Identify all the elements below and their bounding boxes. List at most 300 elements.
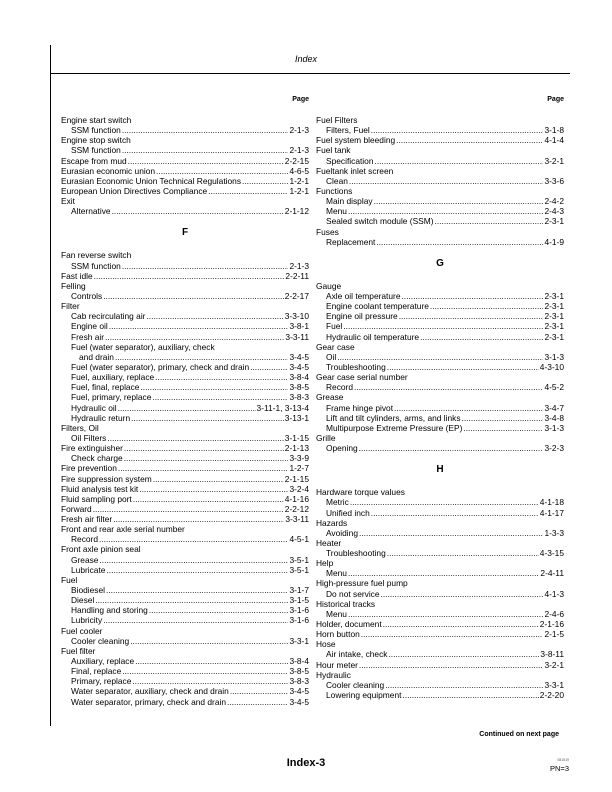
index-subentry: [316, 291, 564, 301]
entry-page-ref[interactable]: 3-8-5: [289, 666, 309, 677]
entry-page-ref[interactable]: 1-3-3: [544, 527, 564, 538]
entry-label: Specification: [326, 155, 374, 166]
entry-page-ref[interactable]: 3-1-15: [284, 432, 309, 443]
index-subentry: [61, 555, 309, 565]
index-subentry: [61, 291, 309, 301]
entry-page-ref[interactable]: 3-3-11: [285, 514, 309, 525]
entry-page-ref[interactable]: 3-8-11: [540, 649, 564, 660]
index-entry: [316, 599, 564, 609]
entry-page-ref[interactable]: 3-2-1: [544, 659, 564, 670]
entry-page-ref[interactable]: 4-1-9: [544, 236, 564, 247]
continued-note: Continued on next page: [479, 731, 559, 738]
index-entry: [61, 443, 309, 453]
entry-label: Fuel (water separator), auxiliary, check: [71, 341, 215, 352]
entry-page-ref[interactable]: 2-1-13: [284, 443, 309, 454]
entry-page-ref[interactable]: 3-1-3: [544, 351, 564, 362]
entry-label: Exit: [61, 196, 75, 207]
index-entry: [316, 392, 564, 402]
index-column-left: [61, 95, 309, 707]
entry-page-ref[interactable]: 3-4-8: [544, 412, 564, 423]
entry-page-ref[interactable]: 3-3-1: [289, 635, 309, 646]
index-entry: [61, 524, 309, 534]
dot-leader: [402, 690, 538, 700]
index-subentry: [316, 508, 564, 518]
index-entry: [61, 301, 309, 311]
entry-page-ref[interactable]: 4-1-3: [544, 588, 564, 599]
dot-leader: [124, 443, 284, 453]
dot-leader: [394, 403, 543, 413]
entry-label: Auxiliary, replace: [71, 656, 135, 667]
index-subentry: [61, 636, 309, 646]
dot-leader: [371, 508, 539, 518]
entry-label: Avoiding: [326, 527, 358, 538]
entry-page-ref[interactable]: 2-3-1: [544, 290, 564, 301]
entry-label: Grille: [316, 432, 336, 443]
dot-leader: [463, 423, 543, 433]
dot-leader: [122, 666, 288, 676]
index-subentry: [61, 321, 309, 331]
index-subentry: [61, 342, 309, 352]
entry-page-ref[interactable]: 2-4-2: [544, 196, 564, 207]
index-entry: [316, 660, 564, 670]
footer-date-code: 081519: [557, 758, 569, 762]
entry-label: Fuel Filters: [316, 115, 358, 125]
entry-label: Lubricity: [71, 615, 103, 626]
dot-leader: [155, 372, 288, 382]
index-entry: [61, 626, 309, 636]
dot-leader: [350, 497, 539, 507]
entry-label: Final, replace: [71, 666, 122, 677]
entry-label: Engine oil pressure: [326, 311, 398, 322]
entry-page-ref[interactable]: 2-1-3: [289, 260, 309, 271]
dot-leader: [93, 504, 284, 514]
dot-leader: [354, 382, 543, 392]
entry-page-ref[interactable]: 2-3-1: [544, 331, 564, 342]
index-subentry: [316, 125, 564, 135]
entry-page-ref[interactable]: 3-2-4: [289, 483, 309, 494]
entry-label: Unified inch: [326, 507, 370, 518]
entry-page-ref[interactable]: 2-4-11: [540, 568, 564, 579]
entry-label: Gauge: [316, 280, 342, 291]
index-subentry: [316, 690, 564, 700]
entry-label: Fuel: [61, 574, 78, 585]
dot-leader: [349, 176, 544, 186]
entry-page-ref[interactable]: 3-1-8: [544, 125, 564, 136]
entry-page-ref[interactable]: 2-2-11: [285, 270, 309, 281]
entry-label: Heater: [316, 537, 342, 548]
dot-leader: [420, 332, 543, 342]
entry-page-ref[interactable]: 3-1-6: [289, 605, 309, 616]
entry-label: Fresh air: [71, 331, 105, 342]
index-entry: [61, 166, 309, 176]
entry-label: Frame hinge pivot: [326, 402, 394, 413]
entry-page-ref[interactable]: 3-8-1: [289, 321, 309, 332]
index-subentry: [316, 568, 564, 578]
index-entry: [316, 166, 564, 176]
index-entry: [61, 186, 309, 196]
index-entry: [61, 544, 309, 554]
entry-page-ref[interactable]: 2-1-15: [284, 473, 309, 484]
entry-label: Troubleshooting: [326, 548, 386, 559]
index-entry: [61, 271, 309, 281]
index-subentry: [61, 362, 309, 372]
index-entry: [61, 135, 309, 145]
index-subentry: [316, 680, 564, 690]
entry-label: Multipurpose Extreme Pressure (EP): [326, 422, 463, 433]
dot-leader: [375, 156, 544, 166]
entry-label: Menu: [326, 206, 347, 217]
entry-page-ref[interactable]: 4-5-1: [289, 534, 309, 545]
entry-label: SSM function: [71, 145, 121, 156]
index-entry: [316, 372, 564, 382]
entry-page-ref[interactable]: 2-4-6: [544, 608, 564, 619]
entry-page-ref[interactable]: 3-1-5: [289, 595, 309, 606]
index-entry: [316, 670, 564, 680]
entry-page-ref[interactable]: 3-4-5: [289, 351, 309, 362]
entry-label: Fuel: [326, 321, 343, 332]
entry-label: Filters, Oil: [61, 422, 99, 433]
footer-page-label: Index-3: [286, 757, 326, 769]
dot-leader: [462, 413, 544, 423]
index-subentry: [316, 528, 564, 538]
index-entry: [61, 156, 309, 166]
entry-label: Engine coolant temperature: [326, 301, 429, 312]
index-subentry: [61, 534, 309, 544]
index-subentry: [61, 332, 309, 342]
dot-leader: [122, 125, 289, 135]
entry-page-ref[interactable]: 2-1-5: [544, 629, 564, 640]
entry-page-ref[interactable]: 4-1-17: [539, 507, 564, 518]
index-subentry: [61, 413, 309, 423]
index-subentry: [61, 372, 309, 382]
entry-label: Fuel filter: [61, 645, 96, 656]
entry-label: Fuses: [316, 226, 339, 237]
entry-page-ref[interactable]: 3-3-10: [284, 311, 309, 322]
index-subentry: [61, 605, 309, 615]
dot-leader: [430, 301, 544, 311]
entry-label: Water separator, auxiliary, check and drain: [71, 686, 229, 697]
dot-leader: [139, 484, 288, 494]
entry-label: Functions: [316, 185, 353, 196]
entry-page-ref[interactable]: 2-3-1: [544, 216, 564, 227]
entry-page-ref[interactable]: 2-3-1: [544, 321, 564, 332]
entry-label: Hydraulic oil temperature: [326, 331, 420, 342]
index-subentry: [61, 433, 309, 443]
entry-page-ref[interactable]: 3-8-3: [289, 676, 309, 687]
entry-page-ref[interactable]: 3-4-5: [289, 686, 309, 697]
index-subentry: [316, 352, 564, 362]
entry-label: Grease: [316, 392, 344, 403]
index-subentry: [316, 413, 564, 423]
entry-label: Hydraulic oil: [71, 402, 117, 413]
index-subentry: [316, 176, 564, 186]
index-entry: [316, 619, 564, 629]
dot-leader: [376, 237, 543, 247]
index-subentry: [316, 156, 564, 166]
entry-page-ref[interactable]: 2-1-16: [539, 619, 564, 630]
dot-leader: [381, 589, 544, 599]
entry-label: SSM function: [71, 260, 121, 271]
entry-label: Do not service: [326, 588, 380, 599]
entry-label: Fresh air filter: [61, 514, 113, 525]
entry-page-ref[interactable]: 3-3-1: [544, 679, 564, 690]
entry-label: Engine oil: [71, 321, 108, 332]
index-subentry: [61, 206, 309, 216]
entry-page-ref[interactable]: 1-2-1: [289, 185, 309, 196]
entry-page-ref[interactable]: 2-1-3: [289, 145, 309, 156]
column-header-page: Page: [547, 96, 564, 103]
index-entry: [61, 514, 309, 524]
entry-label: Fuel, auxiliary, replace: [71, 372, 155, 383]
index-subentry: [316, 206, 564, 216]
index-entry: [61, 504, 309, 514]
index-subentry: [61, 565, 309, 575]
dot-leader: [128, 156, 284, 166]
entry-label: Hose: [316, 639, 336, 650]
entry-page-ref[interactable]: 2-4-3: [544, 206, 564, 217]
dot-leader: [103, 615, 288, 625]
entry-page-ref[interactable]: 2-1-3: [289, 125, 309, 136]
entry-label: Lowering equipment: [326, 690, 402, 701]
entry-page-ref[interactable]: 4-1-18: [539, 497, 564, 508]
entry-page-ref[interactable]: 3-8-4: [289, 656, 309, 667]
entry-page-ref[interactable]: 4-3-10: [539, 361, 564, 372]
entry-label: Engine start switch: [61, 115, 132, 125]
dot-leader: [227, 697, 288, 707]
entry-label: Fueltank inlet screen: [316, 165, 394, 176]
entry-page-ref[interactable]: 4-6-5: [289, 165, 309, 176]
entry-label: Clean: [326, 175, 348, 186]
entry-label: Biodiesel: [71, 585, 105, 596]
index-subentry: [316, 548, 564, 558]
entry-page-ref[interactable]: 2-2-12: [284, 503, 309, 514]
entry-label: Record: [326, 382, 353, 393]
dot-leader: [374, 196, 544, 206]
index-entry: [61, 463, 309, 473]
entry-page-ref[interactable]: 3-1-3: [544, 422, 564, 433]
dot-leader: [131, 413, 284, 423]
entry-label: Fire extinguisher: [61, 443, 123, 454]
dot-leader: [153, 474, 284, 484]
entry-label: Fuel, primary, replace: [71, 392, 152, 403]
entry-label: Escape from mud: [61, 155, 127, 166]
index-subentry: [316, 403, 564, 413]
dot-leader: [156, 166, 288, 176]
dot-leader: [387, 548, 539, 558]
index-entry: [316, 558, 564, 568]
dot-leader: [152, 392, 288, 402]
entry-label: European Union Directives Compliance: [61, 185, 208, 196]
entry-page-ref[interactable]: 2-3-1: [544, 301, 564, 312]
entry-page-ref[interactable]: 3-5-1: [289, 564, 309, 575]
dot-leader: [399, 311, 544, 321]
entry-label: Fuel (water separator), primary, check and drain: [71, 361, 250, 372]
dot-leader: [348, 206, 543, 216]
entry-page-ref[interactable]: 3-4-5: [289, 696, 309, 707]
index-entry: [61, 281, 309, 291]
index-subentry: [316, 216, 564, 226]
entry-label: Menu: [326, 568, 347, 579]
index-subentry: [61, 261, 309, 271]
dot-leader: [106, 565, 288, 575]
entry-label: Filters, Fuel: [326, 125, 370, 136]
entry-label: Felling: [61, 280, 86, 291]
dot-leader: [387, 362, 539, 372]
entry-label: Sealed switch module (SSM): [326, 216, 434, 227]
index-entry: [61, 250, 309, 260]
index-entry: [61, 575, 309, 585]
footer-pn: PN=3: [550, 764, 569, 773]
entry-label: SSM function: [71, 125, 121, 136]
entry-page-ref[interactable]: 3-1-6: [289, 615, 309, 626]
entry-page-ref[interactable]: 4-3-15: [539, 548, 564, 559]
index-subentry: [61, 382, 309, 392]
dot-leader: [130, 636, 288, 646]
entry-page-ref[interactable]: 2-3-1: [544, 311, 564, 322]
dot-leader: [371, 125, 544, 135]
index-subentry: [316, 423, 564, 433]
section-letter: G: [436, 257, 444, 269]
index-subentry: [316, 332, 564, 342]
index-subentry: [316, 589, 564, 599]
entry-page-ref[interactable]: 3-1-7: [289, 585, 309, 596]
entry-label: Fuel, final, replace: [71, 382, 140, 393]
dot-leader: [348, 609, 543, 619]
entry-page-ref[interactable]: 3-2-3: [544, 443, 564, 454]
entry-page-ref[interactable]: 3-8-3: [289, 392, 309, 403]
entry-label: Oil Filters: [71, 432, 107, 443]
index-entry: [316, 578, 564, 588]
dot-leader: [95, 595, 288, 605]
dot-leader: [383, 619, 539, 629]
entry-label: Metric: [326, 497, 349, 508]
entry-page-ref[interactable]: 3-2-1: [544, 155, 564, 166]
index-entry: [316, 281, 564, 291]
dot-leader: [103, 291, 284, 301]
entry-page-ref[interactable]: 1-2-1: [289, 175, 309, 186]
entry-page-ref[interactable]: 3-5-1: [289, 554, 309, 565]
entry-label: Fuel tank: [316, 145, 351, 156]
dot-leader: [107, 433, 283, 443]
entry-label: Gear case serial number: [316, 372, 408, 383]
dot-leader: [146, 311, 283, 321]
entry-label: Record: [71, 534, 98, 545]
entry-label: Grease: [71, 554, 99, 565]
entry-page-ref[interactable]: 3-3-9: [289, 453, 309, 464]
dot-leader: [109, 321, 289, 331]
index-entry: [61, 176, 309, 186]
index-subentry: [61, 403, 309, 413]
dot-leader: [208, 186, 288, 196]
entry-label: Menu: [326, 608, 347, 619]
index-entry: [61, 646, 309, 656]
entry-label: Axle oil temperature: [326, 290, 401, 301]
entry-page-ref[interactable]: 4-5-2: [544, 382, 564, 393]
dot-leader: [122, 145, 289, 155]
index-entry: [316, 629, 564, 639]
dot-leader: [242, 176, 288, 186]
entry-page-ref[interactable]: 3-8-5: [289, 382, 309, 393]
entry-page-ref[interactable]: 3-4-7: [544, 402, 564, 413]
entry-label: Lubricate: [71, 564, 106, 575]
dot-leader: [343, 321, 543, 331]
entry-label: Hydraulic return: [71, 412, 131, 423]
page-frame-left-rule: [50, 45, 51, 726]
index-subentry: [61, 311, 309, 321]
index-entry: [316, 433, 564, 443]
entry-label: Filter: [61, 301, 80, 312]
entry-label: and drain: [79, 351, 114, 362]
index-entry: [61, 196, 309, 206]
entry-label: Hydraulic: [316, 669, 351, 680]
entry-page-ref[interactable]: 4-1-4: [544, 135, 564, 146]
index-entry: [316, 342, 564, 352]
dot-leader: [140, 382, 288, 392]
entry-label: Historical tracks: [316, 598, 376, 609]
index-subentry: [316, 382, 564, 392]
entry-page-ref[interactable]: 4-1-16: [284, 493, 309, 504]
dot-leader: [359, 528, 543, 538]
index-subentry: [316, 649, 564, 659]
entry-label: Controls: [71, 290, 103, 301]
index-entry: [61, 494, 309, 504]
dot-leader: [230, 686, 289, 696]
entry-page-ref[interactable]: 3-13-1: [284, 412, 309, 423]
entry-page-ref[interactable]: 2-2-17: [284, 290, 309, 301]
dot-leader: [250, 362, 288, 372]
entry-label: Hardware torque values: [316, 487, 405, 498]
index-entry: [316, 145, 564, 155]
index-subentry: [61, 392, 309, 402]
index-entry: [316, 487, 564, 497]
entry-label: Gear case: [316, 341, 355, 352]
entry-page-ref[interactable]: 3-8-4: [289, 372, 309, 383]
dot-leader: [388, 649, 539, 659]
index-subentry: [316, 362, 564, 372]
index-subentry: [61, 615, 309, 625]
index-entry: [316, 186, 564, 196]
entry-page-ref[interactable]: 3-11-1, 3-13-4: [256, 402, 309, 413]
index-subentry: [61, 125, 309, 135]
index-subentry: [61, 656, 309, 666]
index-entry: [316, 115, 564, 125]
index-entry: [316, 518, 564, 528]
dot-leader: [112, 206, 284, 216]
index-subentry: [316, 497, 564, 507]
entry-page-ref[interactable]: 2-2-20: [539, 690, 564, 701]
entry-label: Hazards: [316, 517, 348, 528]
entry-label: Main display: [326, 196, 373, 207]
dot-leader: [115, 352, 289, 362]
entry-page-ref[interactable]: 3-4-5: [289, 361, 309, 372]
dot-leader: [337, 352, 543, 362]
entry-page-ref[interactable]: 3-3-11: [285, 331, 309, 342]
index-subentry: [316, 237, 564, 247]
dot-leader: [124, 453, 289, 463]
entry-page-ref[interactable]: 3-3-6: [544, 175, 564, 186]
entry-label: Fluid sampling port: [61, 493, 132, 504]
index-subentry: [61, 686, 309, 696]
index-subentry: [316, 196, 564, 206]
entry-label: Front axle pinion seal: [61, 544, 141, 555]
index-subentry: [61, 453, 309, 463]
dot-leader: [401, 291, 543, 301]
entry-page-ref[interactable]: 1-2-7: [289, 463, 309, 474]
entry-page-ref[interactable]: 2-1-12: [284, 206, 309, 217]
entry-page-ref[interactable]: 2-2-15: [284, 155, 309, 166]
entry-label: Hour meter: [316, 659, 358, 670]
entry-label: Primary, replace: [71, 676, 132, 687]
